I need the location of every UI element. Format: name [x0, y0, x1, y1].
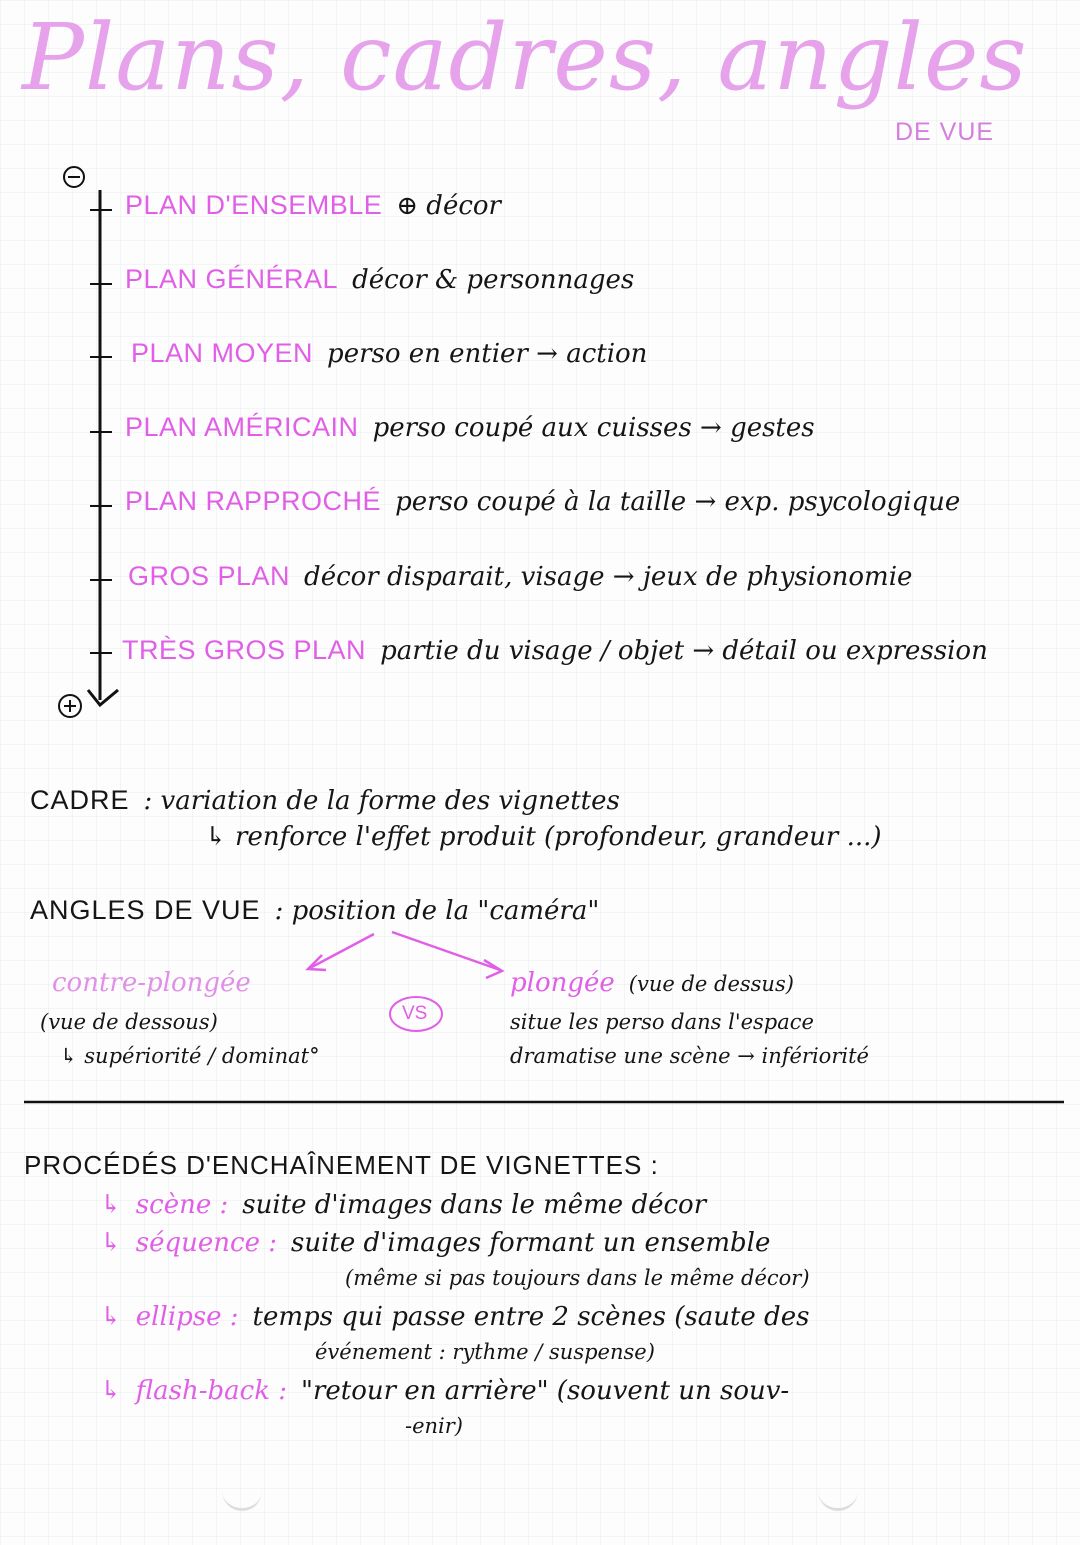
- procede-text: temps qui passe entre 2 scènes (saute des: [252, 1302, 810, 1332]
- procede-text: suite d'images dans le même décor: [242, 1190, 707, 1220]
- cadre-sub: ↳ renforce l'effet produit (profondeur, grandeur ...): [205, 822, 882, 852]
- angles-label: ANGLES DE VUE: [30, 895, 261, 925]
- plongee-note: (vue de dessus): [628, 972, 794, 996]
- procede-arrow: ↳: [100, 1376, 122, 1406]
- procede-text: suite d'images formant un ensemble: [291, 1228, 771, 1258]
- plan-name: PLAN RAPPROCHÉ: [125, 486, 382, 516]
- plan-name: PLAN AMÉRICAIN: [125, 412, 359, 442]
- procede-item: [100, 1376, 789, 1406]
- arrow-right: [392, 932, 500, 970]
- arrow-left: [310, 934, 374, 968]
- plan-row: [128, 561, 912, 592]
- plan-row: [125, 412, 815, 443]
- plan-row: [125, 486, 960, 517]
- page-title: Plans, cadres, angles: [22, 4, 1028, 111]
- procede-cont: (même si pas toujours dans le même décor): [345, 1266, 810, 1290]
- procede-arrow: ↳: [100, 1302, 122, 1332]
- procede-cont: -enir): [405, 1414, 463, 1438]
- plan-name: GROS PLAN: [128, 561, 291, 591]
- procede-item: [100, 1302, 809, 1332]
- plan-name: PLAN MOYEN: [131, 338, 314, 368]
- contre-plongee-line1: (vue de dessous): [40, 1010, 218, 1034]
- procede-term: ellipse :: [135, 1302, 239, 1332]
- cadre-definition: : variation de la forme des vignettes: [143, 786, 620, 816]
- procede-arrow: ↳: [100, 1228, 122, 1258]
- plan-row: [122, 635, 988, 666]
- angles-definition: : position de la "caméra": [274, 896, 600, 926]
- plan-row: [125, 190, 501, 221]
- plan-desc: décor & personnages: [352, 265, 635, 295]
- plan-desc: perso coupé aux cuisses → gestes: [372, 413, 815, 443]
- cadre-line: [30, 785, 620, 816]
- procedes-title: PROCÉDÉS D'ENCHAÎNEMENT DE VIGNETTES :: [24, 1150, 659, 1180]
- contre-plongee-term: contre-plongée: [52, 968, 251, 998]
- plan-name: PLAN GÉNÉRAL: [125, 264, 339, 294]
- plongee-line2: dramatise une scène → infériorité: [510, 1044, 869, 1068]
- contre-plongee-line2: ↳ supériorité / dominat°: [60, 1044, 320, 1068]
- procede-arrow: ↳: [100, 1190, 122, 1220]
- plan-row: [125, 264, 634, 295]
- procede-term: flash-back :: [135, 1376, 287, 1406]
- plan-desc: perso en entier → action: [327, 339, 648, 369]
- plan-desc: partie du visage / objet → détail ou expression: [380, 636, 988, 666]
- procede-text: "retour en arrière" (souvent un souv-: [301, 1376, 790, 1406]
- page-subtitle: DE VUE: [895, 118, 995, 146]
- plan-desc: décor disparait, visage → jeux de physionomie: [304, 562, 913, 592]
- plongee-line1: situe les perso dans l'espace: [510, 1010, 814, 1034]
- timeline-arrowhead: [88, 690, 118, 705]
- plan-row: [131, 338, 647, 369]
- procede-item: [100, 1228, 770, 1258]
- plongee-term: plongée: [510, 968, 615, 998]
- plan-name: TRÈS GROS PLAN: [122, 635, 367, 665]
- cadre-label: CADRE: [30, 785, 130, 815]
- plan-desc: ⊕ décor: [396, 191, 501, 221]
- plongee-line: [510, 968, 794, 998]
- procede-item: [100, 1190, 706, 1220]
- procede-term: scène :: [135, 1190, 229, 1220]
- procede-term: séquence :: [135, 1228, 278, 1258]
- vs-label: VS: [402, 1003, 428, 1024]
- procede-cont: événement : rythme / suspense): [315, 1340, 655, 1364]
- plan-name: PLAN D'ENSEMBLE: [125, 190, 383, 220]
- angles-line: [30, 895, 599, 926]
- plan-desc: perso coupé à la taille → exp. psycologique: [395, 487, 961, 517]
